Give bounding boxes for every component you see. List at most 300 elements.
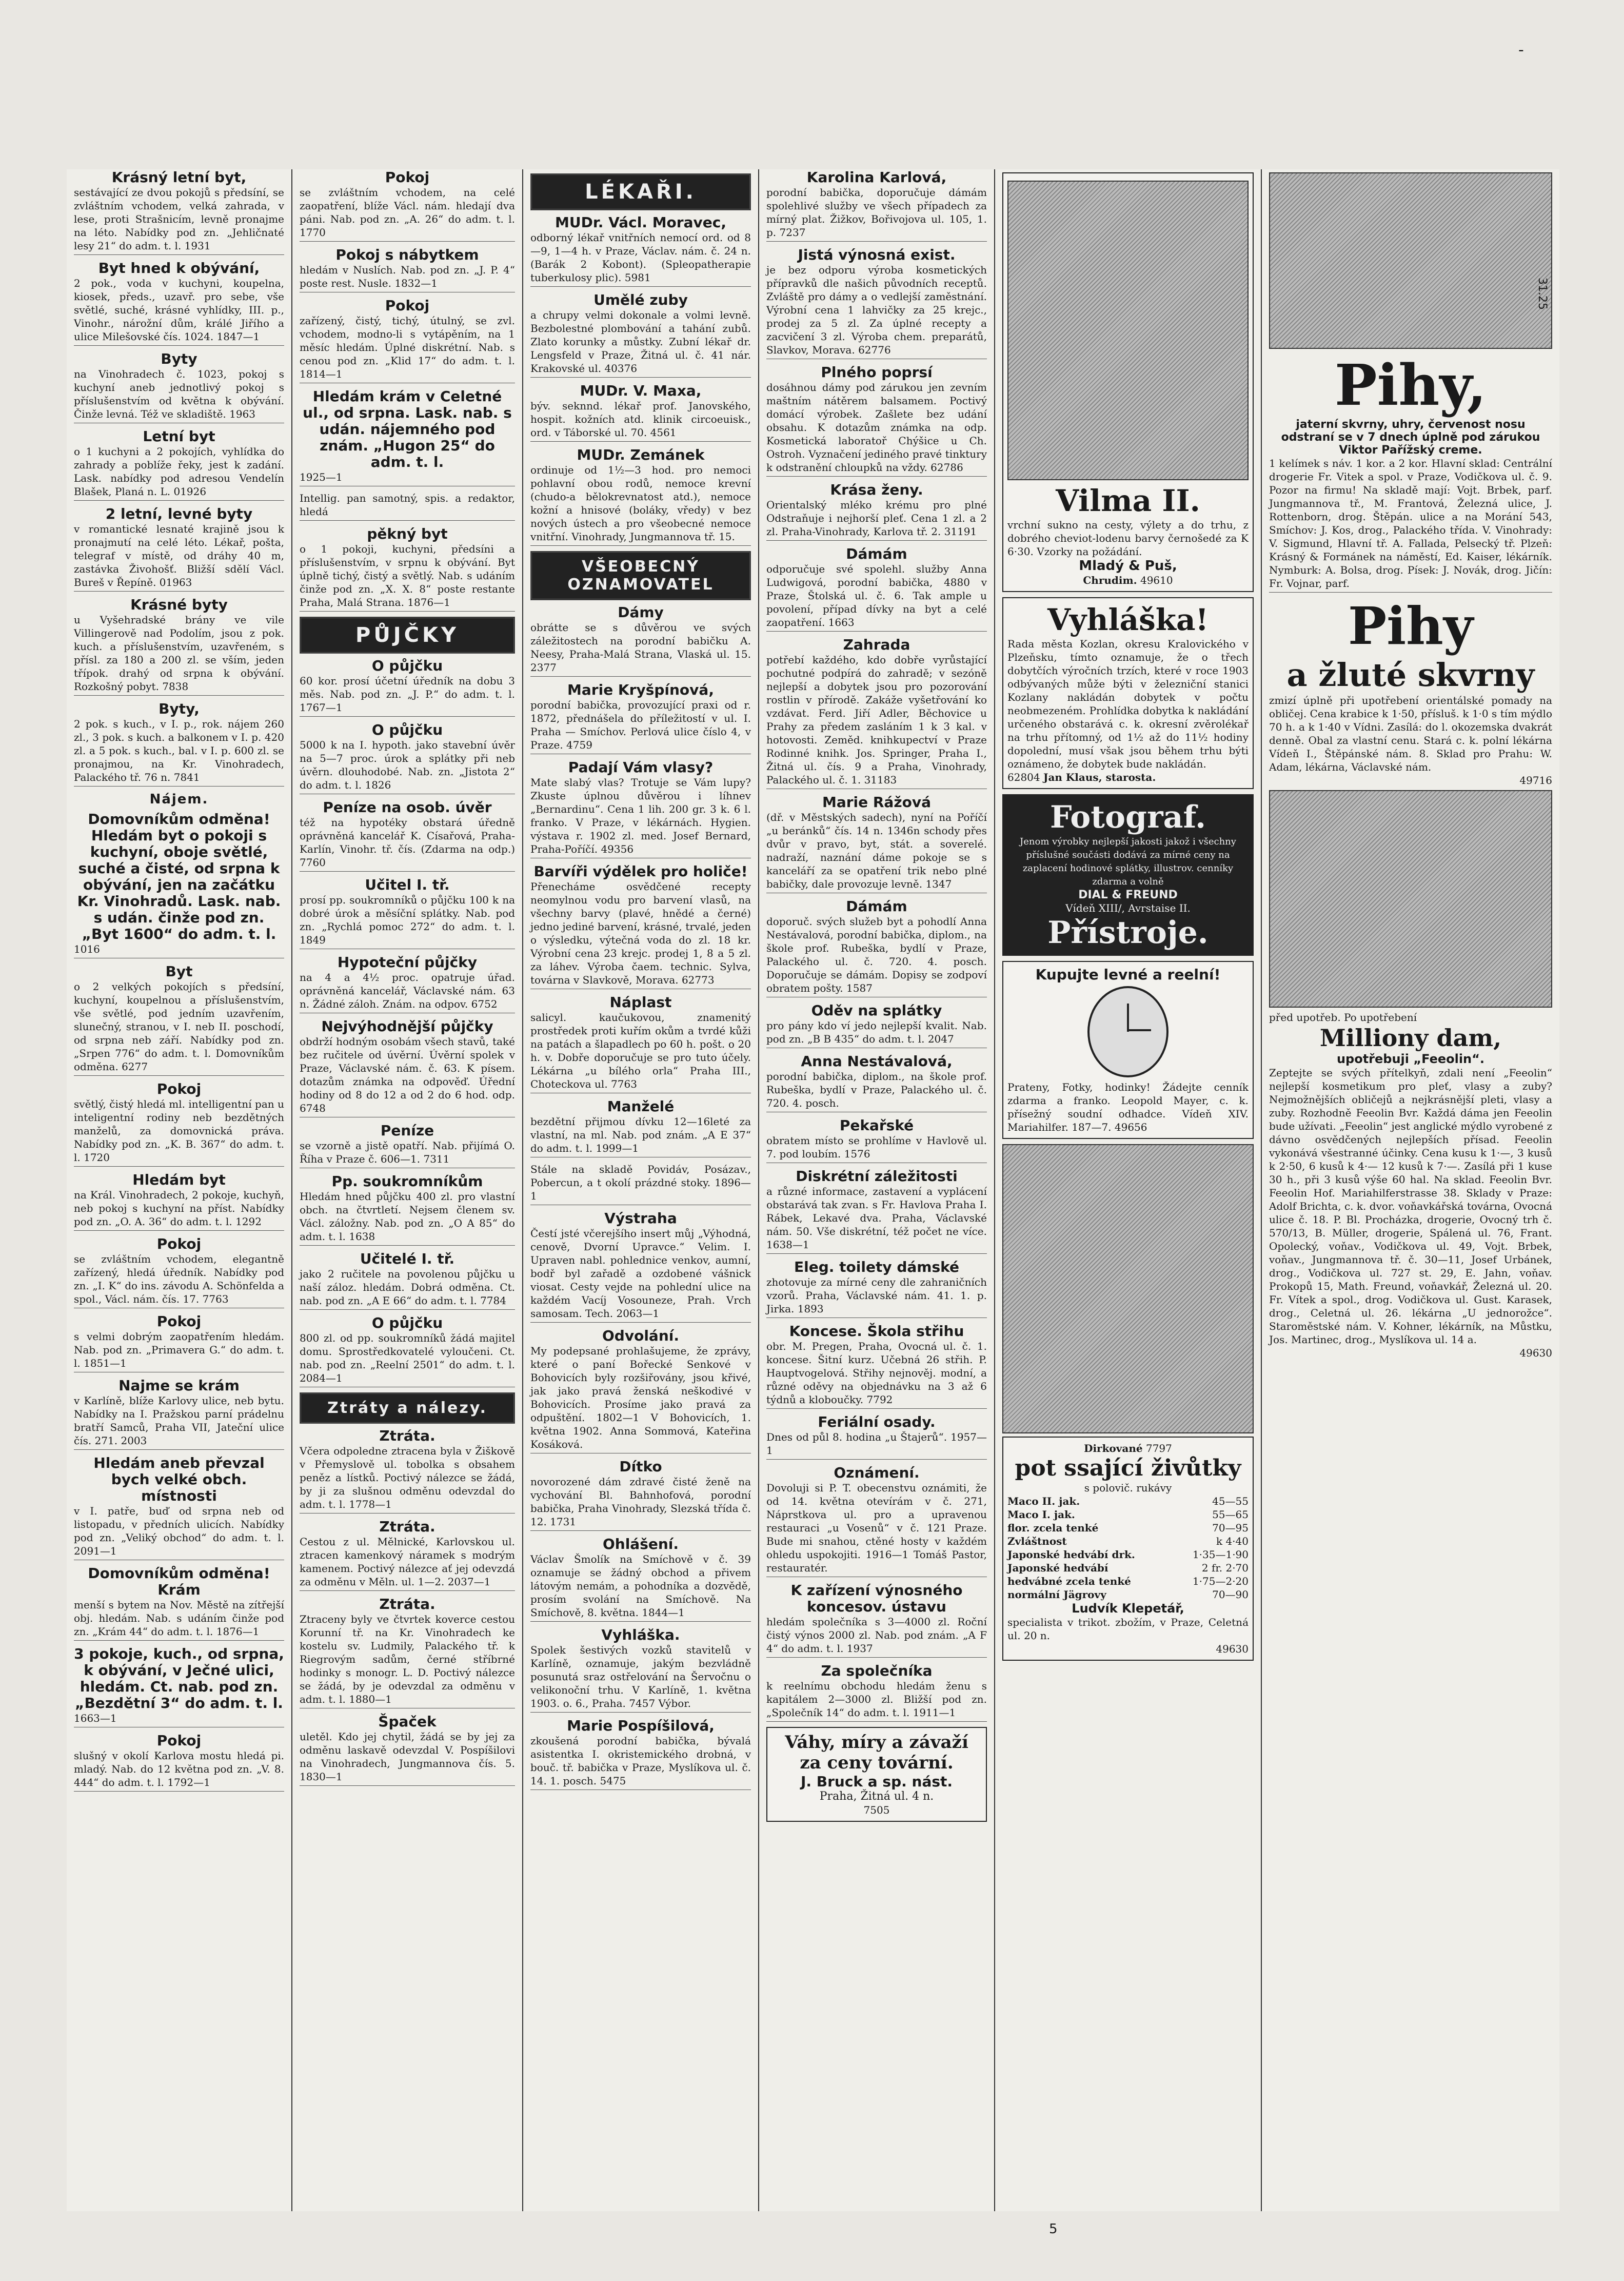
- classified-ad: [766, 546, 987, 632]
- classified-ad: [530, 994, 751, 1093]
- ad-text: 1663—1: [74, 1712, 117, 1724]
- classified-ad: [300, 954, 515, 1013]
- ad-dirk-firm: Ludvík Klepetář,: [1072, 1601, 1184, 1616]
- ad-clock-title: Kupujte levné a reelní!: [1035, 966, 1221, 983]
- ad-heading: Byty: [161, 350, 197, 367]
- page-dash: -: [1518, 41, 1524, 59]
- divider: [300, 1245, 515, 1246]
- price-item: Maco II. jak.: [1007, 1495, 1080, 1507]
- ad-fotograf: [1002, 794, 1254, 956]
- ad-text: Ztraceny byly ve čtvrtek koverce cestou Korunní tř. na Kr. Vinohradech ke kostelu sv. Ludmily, Palackého tř. k Riegrovým sadům, černé stříbrné hodinky s monogr. L. D. Poctivý nálezce se žádá, by je odevzdal za odměnu v adm. t. l. 1880—1: [300, 1613, 515, 1705]
- ad-vilma-firm: Mladý & Puš,: [1079, 558, 1177, 574]
- classified-ad: [766, 1663, 987, 1722]
- classified-ad: [766, 1323, 987, 1409]
- ad-text: Dnes od půl 8. hodina „u Štajerů“. 1957—1: [766, 1431, 987, 1457]
- classified-ad: [766, 169, 987, 242]
- ad-heading: Špaček: [378, 1713, 437, 1730]
- ad-text: obrátte se s důvěrou ve svých záležitostech na porodní babičku A. Neesy, Praha-Malá Strana, Vlaská ul. 15. 2377: [530, 621, 751, 674]
- ad-vilma-num: 49610: [1140, 574, 1173, 586]
- ad-text: s velmi dobrým zaopatřením hledám. Nab. pod zn. „Primavera G.“ do adm. t. l. 1851—1: [74, 1330, 284, 1369]
- ad-heading: Byt hned k obývání,: [98, 260, 260, 277]
- ad-heading: Náplast: [609, 994, 672, 1011]
- classified-ad: [530, 292, 751, 378]
- ad-text: a různé informace, zastavení a vyplácení obstarává tak zvan. s Fr. Havlova Praha I. Rábek, Lekavé dva. Praha, Václavské nám. 50. Vše diskrétní, též počet ne více. 1638—1: [766, 1185, 987, 1251]
- ad-heading: Pekařské: [839, 1117, 914, 1134]
- classified-ad: [300, 1519, 515, 1591]
- classified-ad: [530, 1328, 751, 1453]
- divider: [74, 1640, 284, 1641]
- ad-clock-text: Prateny, Fotky, hodinky! Žádejte cenník zdarma a franko. Leopold Mayer, c. k. přísežný soudní odhadce. Vídeň XIV. Mariahilfer. 187—7. 49656: [1007, 1081, 1249, 1133]
- column-1: [67, 169, 292, 2211]
- pihy-body: 1 kelímek s náv. 1 kor. a 2 kor. Hlavní sklad: Centrální drogerie Fr. Vitek a spol. v Praze, Vodičkova ul. č. 9. Pozor na firmu! Na skladě mají: Vojt. Brbek, parf. Jungmannova tř., M. Frantová, Železná ulice, J. Rottenborn, drog. Štěpán. ulice a na Morání 543, Smíchov: J. Kos, drog., Palackého třída. V. Vinohrady: V. Sigmund, Hlavní tř. A. Fallada, Pelsecký tř. Plzeň: Krásný & Formánek na náměstí, Ed. Kaiser, lékárník. Nymburk: A. Bolsa, drog. Písek: J. Novák, drog. Jičín: Fr. Vojnar, parf.: [1269, 457, 1552, 589]
- price-value: 70—90: [1212, 1588, 1249, 1601]
- divider: [766, 241, 987, 242]
- ad-heading: Pokoj: [385, 297, 430, 314]
- woman-portrait-illustration: [1269, 172, 1552, 349]
- ad-dirk-t1: Dirkované: [1084, 1442, 1143, 1454]
- ad-text: na Král. Vinohradech, 2 pokoje, kuchyň, neb pokoj s kuchyní na příst. Nabídky pod zn. „O. A. 36“ do adm. t. l. 1292: [74, 1189, 284, 1228]
- divider: [766, 1253, 987, 1254]
- ad-dirk-num: 7797: [1145, 1442, 1172, 1454]
- ad-text: obr. M. Pregen, Praha, Ovocná ul. č. 1. koncese. Šitní kurz. Učebná 26 střih. P. Hauptvogelová. Střihy nejnověj. modní, a různé oděvy na objednávku na 3 až 6 týdnů a kloboučky. 7792: [766, 1340, 987, 1406]
- classified-ad: [300, 1251, 515, 1310]
- ad-heading: 2 letní, levné byty: [105, 505, 253, 522]
- divider: [766, 1657, 987, 1658]
- ad-heading: Učitel I. tř.: [365, 876, 450, 893]
- ad-heading: Hledám byt: [132, 1171, 226, 1188]
- ad-text: Orientalský mléko krému pro plné Odstraňuje i nejhorší pleť. Cena 1 zl. a 2 zl. Praha-Vinohrady, Karlova tř. 2. 31191: [766, 499, 987, 538]
- price-value: 2 fr. 2·70: [1201, 1562, 1249, 1574]
- price-row: [1007, 1561, 1249, 1575]
- ad-text: se vzorně a jistě opatří. Nab. přijímá O. Říha v Praze č. 606—1. 7311: [300, 1139, 515, 1165]
- ad-text: porodní babička, doporučuje dámám spolehlivé služby ve všech případech za mírný plat. Žižkov, Bořivojova ul. 105, 1. p. 7237: [766, 186, 987, 239]
- divider: [300, 716, 515, 717]
- ad-text: uletěl. Kdo jej chytil, žádá se by jej za odměnu laskavě odevzdal V. Pospíšilovi na Vinohradech, Jungmannova čís. 5. 1830—1: [300, 1731, 515, 1783]
- price-row: [1007, 1521, 1249, 1535]
- pocket-watch-icon: [1087, 986, 1169, 1077]
- ad-heading: Za společníka: [821, 1662, 933, 1679]
- milliony-num: 49630: [1519, 1347, 1552, 1359]
- divider: [766, 1408, 987, 1409]
- divider: [74, 1166, 284, 1167]
- ad-text: Dovoluji si P. T. obecenstvu oznámiti, že od 14. května otevírám v č. 271, Náprstkova ul. pro a upravenou restauraci „u Vosenů“ v č. 121 Praze. Bude mi snahou, ctěné hosty v každém ohledu uspokojiti. 1916—1 Tomáš Pastor, restauratér.: [766, 1482, 987, 1574]
- ad-text: salicyl. kaučukovou, znamenitý prostředek proti kuřím okům a tvrdé kůži na patách a šlapadlech po 60 h. pošt. o 20 h. v. Dobře doporučuje se pro tuto účely. Lékárna „u bílého orla“ Praha III., Choteckova ul. 7763: [530, 1011, 751, 1090]
- ad-text: o 1 kuchyni a 2 pokojích, vyhlídka do zahrady a poblíže řeky, jest k zadání. Lask. nabídky pod adresou Vendelín Blašek, Planá n. L. 01926: [74, 445, 284, 498]
- ad-heading: Hledám aneb převzal bych velké obch. místnosti: [93, 1454, 265, 1504]
- milliony-title: Milliony dam,: [1319, 1024, 1502, 1052]
- ad-heading: Diskrétní záležitosti: [796, 1168, 958, 1185]
- ad-vyhlaska-num: 62804: [1007, 771, 1040, 783]
- ad-text: Mate slabý vlas? Trotuje se Vám lupy? Zkuste úplnou důvěrou i líhnev „Bernardinu“. Cena 1 lih. 200 gr. 3 k. 6 l. franko. V Praze, v lékárnách. Hygien. výstava r. 1902 zl. med. Josef Bernard, Praha-Poříčí. 49356: [530, 776, 751, 855]
- classified-ad: [530, 682, 751, 754]
- divider: [74, 500, 284, 501]
- classified-ad: [74, 597, 284, 696]
- ad-vyhlaska: [1002, 597, 1254, 789]
- ad-heading: Výstraha: [604, 1210, 677, 1227]
- ad-fotograf-prist: Přístroje.: [1047, 915, 1209, 951]
- divider: [530, 286, 751, 287]
- ad-bruck-line2: J. Bruck a sp. nást.: [800, 1773, 953, 1790]
- ad-bruck-line1: Váhy, míry a závaží za ceny tovární.: [785, 1732, 968, 1773]
- classified-ad: [766, 1002, 987, 1048]
- divider: [74, 254, 284, 255]
- classified-ad: [74, 169, 284, 255]
- divider: [530, 1530, 751, 1531]
- milliony-t0: před upotřeb. Po upotřebení: [1269, 1011, 1417, 1024]
- ad-vilma-title: Vilma II.: [1056, 483, 1200, 518]
- classified-ad: [530, 1536, 751, 1622]
- classified-ad: [766, 247, 987, 359]
- classified-ad: [74, 811, 284, 958]
- pihy-title: Pihy,: [1334, 352, 1487, 418]
- ad-vyhlaska-title: Vyhláška!: [1047, 602, 1209, 637]
- price-row: [1007, 1535, 1249, 1548]
- ad-text: potřebí každého, kdo dobře vyrůstající pochutné podpírá do zahradě; v sezóně nejlepší a dobytek jsou pro pozorování rostlin v přírodě. Zakáže vyšetřování ko vzdávat. Ferd. Jiří Adler, Běchovice u Prahy za předem zasláním 1 k 3 kal. v hotovosti. Zeměd. knihkupectví v Praze Rodinné knihk. Jos. Springer, Praha I., Žitná ul. čís. 9 a Praha, Vinohrady, Palackého ul. č. 1. 31183: [766, 654, 987, 786]
- ad-text: u Vyšehradské brány ve vile Villingerově nad Podolím, jsou z pok. kuch. a příslušenstvím, uzavřeném, s přísl. za 180 a 200 zl. se vším, jeden třípok. drahý od srpna k obývání. Rozkošný pobyt. 7838: [74, 614, 284, 693]
- section-banner: Ztráty a nálezy.: [300, 1392, 515, 1424]
- ad-text: Stále na skladě Povidáv, Posázav., Pobercun, a t okolí prázdné stoky. 1896—1: [530, 1163, 751, 1202]
- classified-ad: [300, 1018, 515, 1117]
- divider: [74, 695, 284, 696]
- ad-heading: Umělé zuby: [593, 291, 688, 308]
- ad-text: 1016: [74, 943, 100, 955]
- coat-illustration: [1007, 181, 1249, 480]
- ad-text: Intellig. pan samotný, spis. a redaktor, hledá: [300, 492, 515, 518]
- classified-ad: [300, 658, 515, 717]
- ad-heading: Eleg. toilety dámské: [794, 1259, 959, 1275]
- ad-text: odporučuje své spolehl. služby Anna Ludwigová, porodní babička, 4880 v Praze, Štolská ul. č. 6. Tak ample u povolení, případ dívky na byt a celé zaopatření. 1663: [766, 563, 987, 628]
- classified-ad: [74, 1313, 284, 1372]
- ad-text: porodní babička, provozující praxi od r. 1872, přednášela do příležitostí v ul. I. Praha — Smíchov. Perlová ulice číslo 4, v Praze. 4759: [530, 699, 751, 751]
- classified-ad: [530, 759, 751, 858]
- classified-ad: [300, 1173, 515, 1246]
- ad-dirk: [1002, 1437, 1254, 1661]
- classified-ad: [766, 637, 987, 789]
- ad-heading: Marie Kryšpínová,: [567, 681, 714, 698]
- divider: [300, 1309, 515, 1310]
- ad-heading: Jistá výnosná exist.: [798, 246, 956, 263]
- price-row: [1007, 1548, 1249, 1561]
- ad-heading: Anna Nestávalová,: [801, 1053, 953, 1070]
- ad-heading: O půjčku: [371, 657, 443, 674]
- ad-text: Hledám hned půjčku 400 zl. pro vlastní obch. na čtvrtletí. Nejsem členem sv. Václ. záložny. Nab. pod zn. „O A 85“ do adm. t. l. 1638: [300, 1190, 515, 1243]
- ad-text: býv. seknnd. lékař prof. Janovského, hospit. kožních atd. klinik circoeuisk., ord. v Táborské ul. 70. 4561: [530, 400, 751, 439]
- ad-heading: Karolina Karlová,: [806, 169, 947, 186]
- ad-heading: Byt: [165, 963, 193, 980]
- man-in-undershirt-illustration: [1002, 1144, 1254, 1433]
- ad-text: v Karlíně, blíže Karlovy ulice, neb bytu. Nabídky na I. Pražskou parní prádelnu bratří Samců, Praha VII, Jateční ulice čís. 271. 2003: [74, 1394, 284, 1447]
- ad-text: My podepsané prohlašujeme, že zprávy, které o paní Bořecké Senkové v Bohovicích byly rozšiřovány, jsou křivé, jak jako pravá ženská neškodivé v Bohovicích. Prosíme jako pravá za odpuštění. 1802—1 V Bohovicích, 1. května 1902. Anna Sommová, Kateřina Kosáková.: [530, 1345, 751, 1450]
- ad-text: ordinuje od 1½—3 hod. pro nemoci pohlavní obou rodů, nemoce krevní (chudo-a bělokrevnatost atd.), nemoce kožní a hnisové (boláky, vředy) v bez nových ústech a pro všeobecné nemoce vnitřní. Vinohrady, Jungmannova tř. 15.: [530, 464, 751, 543]
- price-list: [1007, 1495, 1249, 1601]
- ad-heading: Domovníkům odměna! Hledám byt o pokoji s kuchyní, oboje světlé, suché a čisté, od srpna k obývání, jen na začátku Kr. Vinohradů. Lask. nab. s udán. činže pod zn. „Byt 1600“ do adm. t. l.: [77, 811, 281, 942]
- classified-ad: [530, 1098, 751, 1157]
- ad-heading: Oděv na splátky: [811, 1002, 942, 1019]
- ad-text: 60 kor. prosí účetní úředník na dobu 3 měs. Nab. pod zn. „J. P.“ do adm. t. l. 1767—1: [300, 675, 515, 714]
- classified-ad: [766, 1465, 987, 1577]
- pihy2-num: 49716: [1519, 774, 1552, 786]
- price-value: k 4·40: [1216, 1535, 1249, 1547]
- classified-ad: [530, 1163, 751, 1205]
- ad-heading: Feriální osady.: [818, 1413, 936, 1430]
- ad-vilma-text: vrchní sukno na cesty, výlety a do trhu, z dobrého cheviot-lodenu barvy černošedé za K 6·30. Vzorky na požádání.: [1007, 519, 1249, 558]
- classified-ad: [300, 247, 515, 292]
- ad-heading: Najme se krám: [118, 1377, 240, 1394]
- classified-ad: [530, 383, 751, 442]
- section-banner: LÉKAŘI.: [530, 173, 751, 210]
- classified-ad: [74, 1565, 284, 1641]
- ad-heading: MUDr. Zemánek: [577, 446, 705, 463]
- pihy2-title: Pihy: [1348, 596, 1473, 656]
- classified-ad: [300, 1123, 515, 1168]
- pihy2-subtitle: a žluté skvrny: [1286, 656, 1535, 694]
- ad-heading: Hypoteční půjčky: [337, 954, 478, 971]
- ad-heading: Byty,: [159, 700, 200, 717]
- ad-text: sestávající ze dvou pokojů s předsíní, se zvláštním vchodem, velká zahrada, v lese, proti Strašnicím, levně pronajme na léto. Nabídky pod zn. „Jehličnaté lesy 21“ do adm. t. l. 1931: [74, 186, 284, 252]
- classified-ad: [74, 701, 284, 786]
- price-item: Japonské hedvábí: [1007, 1562, 1108, 1574]
- ad-heading: Pokoj: [156, 1313, 202, 1330]
- ad-heading: Pokoj: [156, 1732, 202, 1749]
- classified-ad: [300, 169, 515, 242]
- price-row: [1007, 1588, 1249, 1601]
- column-3: [523, 169, 759, 2211]
- price-item: Maco I. jak.: [1007, 1508, 1075, 1521]
- ad-text: slušný v okolí Karlova mostu hledá pi. mladý. Nab. do 12 května pod zn. „V. 8. 444“ do adm. t. l. 1792—1: [74, 1749, 284, 1788]
- ad-text: obdrží hodným osobám všech stavů, také bez ručitele od úvěrní. Úvěrní spolek v Praze, Václavské nám. č. 63. K písem. dotazům známka na odpověď. Úřední hodiny od 8 do 12 a od 2 do 6 hod. odp. 6748: [300, 1035, 515, 1114]
- ad-vyhlaska-sign: Jan Klaus, starosta.: [1043, 771, 1156, 783]
- ad-text: v I. patře, buď od srpna neb od listopadu, v předních ulicích. Nabídky pod zn. „Veliký obchod“ do adm. t. l. 2091—1: [74, 1505, 284, 1557]
- classified-ad: [74, 506, 284, 592]
- ad-text: na Vinohradech č. 1023, pokoj s kuchyní aneb jednotlivý pokoj s příslušenstvím od května k obývání. Činže levná. Též ve skladiště. 1963: [74, 368, 284, 420]
- ad-heading: Ohlášení.: [602, 1536, 679, 1552]
- ad-heading: Pokoj s nábytkem: [335, 246, 479, 263]
- classified-ad: [74, 428, 284, 501]
- classified-ad: [74, 1378, 284, 1450]
- ad-text: doporuč. svých služeb byt a pohodlí Anna Nestávalová, porodní babička, diplom., na škole prof. Rubeška, bydlí v Praze, Palackého ul. č. 720. 4. posch. Doporučuje se dámám. Dopisy se zodpoví obratem pošty. 1587: [766, 915, 987, 994]
- ad-heading: Peníze: [380, 1122, 434, 1139]
- classified-ad: [300, 491, 515, 521]
- ad-heading: Ztráta.: [379, 1518, 435, 1535]
- divider: [530, 1621, 751, 1622]
- ad-heading: Odvolání.: [602, 1327, 679, 1344]
- ad-clock: [1002, 961, 1254, 1139]
- classified-ad: [766, 1259, 987, 1318]
- classified-ad: [300, 799, 515, 872]
- ad-text: 800 zl. od pp. soukromníků žádá majitel domu. Sprostředkovatelé vyloučeni. Ct. nab. pod zn. „Reelní 2501“ do adm. t. l. 2084—1: [300, 1332, 515, 1384]
- ad-text: 5000 k na I. hypoth. jako stavební úvěr na 5—7 proc. úrok a splátky při neb úvěrn. dlouhodobé. Nab. zn. „Jistota 2“ do adm. t. l. 1826: [300, 739, 515, 791]
- divider: [766, 540, 987, 541]
- ad-dirk-t2: pot ssající živůtky: [1015, 1455, 1241, 1481]
- classified-ad: [530, 1210, 751, 1323]
- divider: [300, 1590, 515, 1591]
- ad-heading: Plného poprsí: [821, 364, 933, 381]
- ad-heading: Vyhláška.: [601, 1626, 680, 1643]
- ad-heading: Krása ženy.: [830, 481, 923, 498]
- section-banner: PŮJČKY: [300, 617, 515, 654]
- classified-ad: [300, 877, 515, 949]
- ad-text: porodní babička, diplom., na škole prof. Rubeška, bydlí v Praze, Palackého ul. č. 720. 4. posch.: [766, 1070, 987, 1109]
- ad-heading: Učitelé I. tř.: [360, 1250, 455, 1267]
- side-number: 31.25: [1535, 278, 1549, 310]
- divider: [530, 1712, 751, 1713]
- ad-text: (dř. v Městských sadech), nyní na Poříčí „u beránků“ čís. 14 n. 1346n schody přes dvůr v pravo, byt, stát. a soverelé. nadraží, naznání dáme pokoje se s kanceláří za se opatření trik nebo plné babičky, dale provozuje levně. 1347: [766, 811, 987, 890]
- classified-ad: [300, 388, 515, 486]
- ad-dirk-num2: 49630: [1216, 1643, 1249, 1655]
- ad-vilma: [1002, 172, 1254, 592]
- classified-ad: [74, 1081, 284, 1167]
- ad-text: se zvláštním vchodem, na celé zaopatření, blíže Václ. nám. hledají dva páni. Nab. pod zn. „A. 26“ do adm. t. l. 1770: [300, 186, 515, 239]
- classified-ad: [300, 1428, 515, 1513]
- ad-text: bezdětní přijmou dívku 12—16leté za vlastní, na ml. Nab. pod znám. „A E 37“ do adm. t. l. 1999—1: [530, 1115, 751, 1154]
- classified-ad: [300, 1596, 515, 1708]
- ad-text: 2 pok. s kuch., v I. p., rok. nájem 260 zl., 3 pok. s kuch. a balkonem v I. p. 420 zl. a 5 pok. s kuch., bal. v I. p. 600 zl. se pronajmou, na Kr. Vinohradech, Palackého tř. 76 n. 7841: [74, 718, 284, 783]
- divider: [74, 345, 284, 346]
- milliony-text: Zeptejte se svých přítelkyň, zdali není „Feeolin“ nejlepší kosmetikum pro pleť, vlasy a zuby? Nejmožnějších obličejů a nejkrásnější pleti, vlasy a zuby. Rozhodně Feeolin Bvr. Každá dáma jen Feeolin bude užívati. „Feeolin“ jest anglické mýdlo vyrobené z dávno osvědčených nejlepších přísad. Feeolin vykonává všestranné účinky. Cena kusu k 1·—, 3 kusů k 2·50, 6 kusů k 4·— 12 kusů k 7·—. Zasílá při 1 kuse 30 h., při 3 kusů výše 60 hal. Na sklad. Feeolin Bvr. Feeolin Hof. Mariahilferstrasse 38. Sklady v Praze: Adolf Brichta, c. k. dvor. voňavkářská továrna, Ovocná ulice č. 18. P. Bl. Procházka, drogerie, Ovocný trh č. 570/13, B. Müller, drogerie, Spálená ul. 76, Frant. Opolecký, voňav., Vodičkova ul. 49, Vojt. Brbek, voňav., Jungmannova tř. č. 30—11, Josef Urbánek, drog., Vodičkova ul. 727 st. 29, E. Jahn, voňav. Prokopů 15, Math. Freund, voňavkář, Železná ul. 20. Fr. Vítek a spol., drog. Vodičkova ul. Gust. Karasek, drog., Celetná ul. 26. lékárna „U jednorožce“. Staroměstské nám. V. Kohner, lékárník, na Můstku, Jos. Martinec, drog., Myslíkova ul. 14 a.: [1269, 1067, 1552, 1346]
- price-value: 45—55: [1212, 1495, 1249, 1507]
- ad-text: světlý, čistý hledá ml. intelligentní pan u inteligentní rodiny neb bezdětných manželů, za domovnická práva. Nabídky pod zn. „K. B. 367“ do adm. t. l. 1720: [74, 1098, 284, 1164]
- column-2: [292, 169, 523, 2211]
- classified-ad: [766, 364, 987, 477]
- divider: [74, 1075, 284, 1076]
- ad-text: v romantické lesnaté krajině jsou k pronajmutí na celé léto. Lékař, pošta, telegraf v místě, od dráhy 40 m, zastávka Živohošť. Bližší sdělí Václ. Bureš v Řepíně. 01963: [74, 523, 284, 588]
- divider: [74, 591, 284, 592]
- ad-vilma-place: Chrudim.: [1083, 574, 1137, 586]
- classified-ad: [74, 1236, 284, 1308]
- ad-text: pro pány kdo ví jedo nejlepší kvalit. Nab. pod zn. „B B 435“ do adm. t. l. 2047: [766, 1019, 987, 1045]
- ad-heading: O půjčku: [371, 721, 443, 738]
- classified-ad: [530, 1459, 751, 1531]
- classified-ad: [766, 898, 987, 997]
- ad-bruck: [766, 1727, 987, 1822]
- divider: [300, 1785, 515, 1786]
- ad-fotograf-text: Jenom výrobky nejlepší jakosti jakož i všechny příslušné součásti dodává za mírné ceny na zaplacení hodinové splátky, illustrov. cenníky zdarma a volně: [1020, 836, 1236, 887]
- pihy2-text: zmizí úplně při upotřebení orientálské pomady na obličej. Cena krabice k 1·50, přísluš. k 1·0 s tím mýdlo 70 h. a k 1·40 v Vídni. Zasílá: do l. okozemska dvakrát denně. Obal za vlastní cenu. Stará c. k. polní lékárna Vídeň I., Štěpánské nám. 8. Sklad pro Prahu: W. Adam, lékárna, Václavské nám.: [1269, 694, 1552, 773]
- ad-text: zařízený, čistý, tichý, útulný, se zvl. vchodem, modno-li s vytápěním, na 1 měsíc hledám. Úplné diskrétní. Nab. s cenou pod zn. „Klid 17“ do adm. t. l. 1814—1: [300, 314, 515, 380]
- divider: [300, 871, 515, 872]
- ad-text: jako 2 ručitele na povolenou půjčku u naší záloz. hledám. Dobrá odměna. Ct. nab. pod zn. „A E 66“ do adm. t. l. 7784: [300, 1268, 515, 1307]
- ad-text: prosí pp. soukromníků o půjčku 100 k na dobré úrok a měsíční splátky. Nab. pod zn. „Rychlá pomoc 272“ do adm. t. l. 1849: [300, 894, 515, 946]
- ad-heading: Zahrada: [843, 636, 910, 653]
- ad-text: Přenecháme osvědčené recepty neomylnou vodu pro barvení vlasů, na všechny barvy (plavé, hnědé a černé) jedno jediné barvení, krásné, trvalé, jeden o výsledku, výtečná voda do zl. 18 kr. Výrobní cena 23 krejc. prodej 1, 8 a 5 zl. za láhev. Výroba čaem. technic. Sylva, továrna v Slavkově, Morava. 62773: [530, 880, 751, 986]
- classified-ad: [300, 1315, 515, 1387]
- classified-ad: [766, 1582, 987, 1658]
- ad-dirk-t3: s polovič. rukávy: [1084, 1482, 1172, 1494]
- ad-text: 2 pok., voda v kuchyni, koupelna, kiosek, předs., uzavř. pro sebe, vše světlé, suché, krásné vyhlídky, III. p., Vinohr., nárožní dům, králé Jiřího a ulice Milešovské čís. 1024. 1847—1: [74, 277, 284, 343]
- divider: [766, 631, 987, 632]
- ad-heading: MUDr. Václ. Moravec,: [555, 214, 726, 231]
- price-value: 1·75—2·20: [1192, 1575, 1249, 1587]
- ad-text: zhotovuje za mírné ceny dle zahraničních vzorů. Praha, Václavské nám. 41. 1. p. Jirka. 1893: [766, 1276, 987, 1315]
- ad-heading: MUDr. V. Maxa,: [580, 382, 702, 399]
- ad-heading: Pokoj: [385, 169, 430, 186]
- divider: [74, 1791, 284, 1792]
- ad-text: Václav Šmolík na Smíchově v č. 39 oznamuje se žádný obchod a přivem látovým nemám, a pohodníka a dozvědě, prosím svolání na Smíchově. Na Smíchově, 8. května. 1844—1: [530, 1553, 751, 1619]
- price-value: 70—95: [1212, 1522, 1249, 1534]
- classified-ad: [74, 963, 284, 1076]
- ad-text: obratem místo se prohlíme v Havlově ul. 7. pod loubím. 1576: [766, 1134, 987, 1160]
- ad-text: je bez odporu výroba kosmetických přípravků dle našich původních receptů. Zvláště pro dámy a o vedlejší zaměstnání. Výrobní cena 1 lahvičky za 25 krejc., prodej za 5 zl. Za úplné recepty a zacvičení 3 zl. Výroba chem. preparátů, Slavkov, Morava. 62776: [766, 264, 987, 356]
- price-value: 55—65: [1212, 1508, 1249, 1521]
- ad-heading: Pokoj: [156, 1080, 202, 1097]
- classified-ad: [300, 526, 515, 612]
- ad-text: též na hypotéky obstará úředně oprávněná kancelář K. Císařová, Praha-Karlín, Vinohr. tř. čís. (Zdarma na odp.) 7760: [300, 816, 515, 869]
- column-6: [1262, 169, 1559, 2211]
- ad-text: a chrupy velmi dokonale a volmi levně. Bezbolestné plombování a tahání zubů. Zlato korunky a můstky. Zubní lékař dr. Lengsfeld v Praze, Žitná ul. č. 41 nár. Krakovské ul. 40376: [530, 309, 751, 375]
- ad-heading: Koncese. Škola střihu: [789, 1323, 964, 1340]
- ad-text: menší s bytem na Nov. Městě na zítřejší obj. hledám. Nab. s udáním činže pod zn. „Krám 44“ do adm. t. l. 1876—1: [74, 1599, 284, 1638]
- classified-ad: [766, 1117, 987, 1163]
- classified-ad: [300, 1714, 515, 1786]
- classified-ad: [74, 351, 284, 423]
- ad-heading: Nejvýhodnější půjčky: [321, 1018, 493, 1035]
- ad-text: novorozené dám zdravé čisté ženě na vychování Bl. Bahnhofová, porodní babička, Praha Vinohrady, Slezská třída č. 12. 1731: [530, 1476, 751, 1528]
- ad-heading: Padají Vám vlasy?: [568, 759, 714, 776]
- milliony-sub: upotřebuji „Feeolin“.: [1336, 1052, 1485, 1066]
- ad-heading: Dámy: [618, 604, 664, 621]
- divider: [300, 611, 515, 612]
- ad-heading: Hledám krám v Celetné ul., od srpna. Lask. nab. s udán. nájemného pod znám. „Hugon 25“ do adm. t. l.: [303, 388, 512, 470]
- ad-heading: Dámám: [846, 898, 907, 915]
- divider: [530, 441, 751, 442]
- classified-ad: [530, 863, 751, 989]
- divider: [766, 1459, 987, 1460]
- ad-heading: Krásný letní byt,: [111, 169, 247, 186]
- classified-ad: [74, 1646, 284, 1727]
- price-row: [1007, 1508, 1249, 1521]
- ad-heading: Barvíři výdělek pro holiče!: [533, 863, 748, 880]
- divider: [766, 476, 987, 477]
- ad-text: na 4 a 4½ proc. opatruje úřad. oprávněná kancelář, Václavské nám. 63 n. Žádné záloh. Znám. na odpov. 6752: [300, 971, 515, 1010]
- classified-ad: [766, 1168, 987, 1254]
- price-row: [1007, 1495, 1249, 1508]
- classified-ad: [766, 794, 987, 893]
- ad-heading: Dítko: [619, 1458, 662, 1475]
- ad-heading: Manželé: [607, 1098, 675, 1115]
- price-value: 1·35—1·90: [1192, 1548, 1249, 1561]
- ad-heading: Pokoj: [156, 1235, 202, 1252]
- ad-heading: Peníze na osob. úvěr: [323, 799, 492, 816]
- section-banner: VŠEOBECNÝ OZNAMOVATEL: [530, 551, 751, 600]
- price-item: hedvábné zcela tenké: [1007, 1575, 1131, 1587]
- divider: [74, 1230, 284, 1231]
- divider: [300, 520, 515, 521]
- pihy-lead: jaterní skvrny, uhry, červenost nosu odstraní se v 7 dnech úplně pod zárukou Viktor Pařížský creme.: [1281, 418, 1540, 457]
- ad-dirk-text: specialista v trikot. zbožím, v Praze, Celetná ul. 20 n.: [1007, 1616, 1249, 1642]
- classified-ad: [530, 214, 751, 287]
- price-item: Japonské hedvábí drk.: [1007, 1548, 1135, 1561]
- ad-fotograf-addr: Vídeň XIII/, Avrstaise II.: [1065, 902, 1191, 914]
- ad-heading: 3 pokoje, kuch., od srpna, k obývání, v Ječné ulici, hledám. Ct. nab. pod zn. „Bezdětní 3“ do adm. t. l.: [74, 1645, 284, 1712]
- price-row: [1007, 1575, 1249, 1588]
- classified-ad: [74, 1172, 284, 1231]
- ad-text: hledám v Nuslích. Nab. pod zn. „J. P. 4“ poste rest. Nusle. 1832—1: [300, 264, 515, 289]
- divider: [530, 676, 751, 677]
- classified-ad: [766, 1053, 987, 1112]
- ad-text: k reelnímu obchodu hledám ženu s kapitálem 2—3000 zl. Bližší pod zn. „Společník 14“ do adm. t. l. 1911—1: [766, 1680, 987, 1719]
- divider: [530, 377, 751, 378]
- ad-heading: O půjčku: [371, 1314, 443, 1331]
- ad-fotograf-title: Fotograf.: [1049, 799, 1206, 835]
- section-heading: Nájem.: [149, 792, 209, 807]
- divider: [530, 1322, 751, 1323]
- divider: [74, 1449, 284, 1450]
- divider: [300, 241, 515, 242]
- classified-ad: [74, 1733, 284, 1792]
- ad-text: 1925—1: [300, 471, 343, 483]
- ad-text: Čestí jsté včerejšího insert můj „Výhodná, cenově, Dvorní Upravce.“ Velim. I. Upraven nabl. pohlednice venkov, aumní, bodř byl zařadě a ozdobené vášnick viosat. Cesty vejde na pohlední ulice na každém Vacíj Vosouneze, Prah. Vrch samosam. Tech. 2063—1: [530, 1227, 751, 1320]
- classified-ad: [530, 604, 751, 677]
